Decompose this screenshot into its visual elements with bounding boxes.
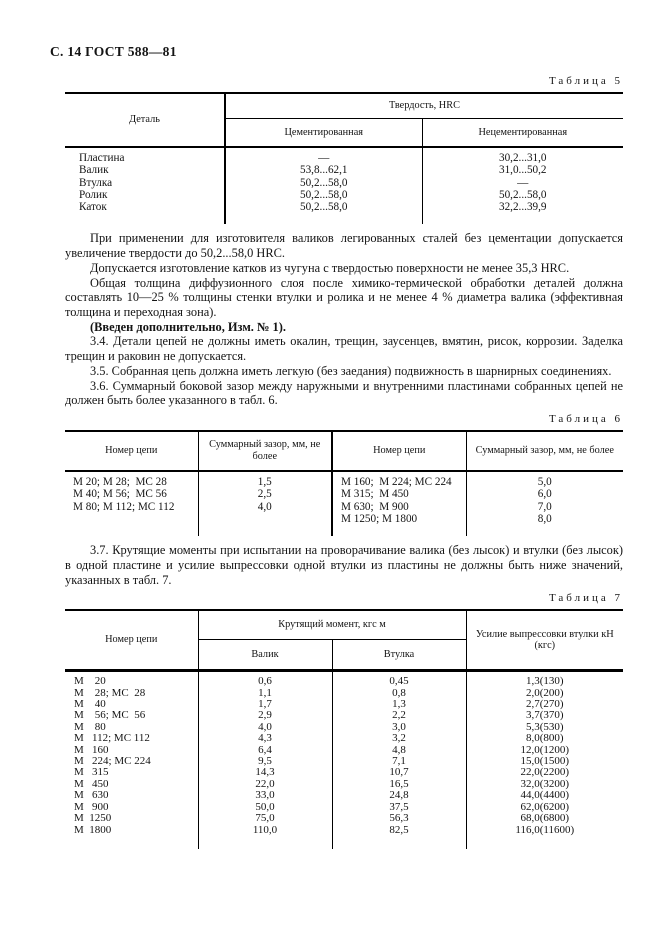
value-cell: 8,0(800) [466,733,623,744]
value-cell: 32,2...39,9 [422,201,623,224]
table-row [65,610,623,640]
value-cell: 7,0 [466,501,623,513]
chain-cell: М 630; М 900 [332,501,466,513]
table-row [65,790,623,801]
paragraph-3-7: 3.7. Крутящие моменты при испытании на проворачивание валика (без лысок) и втулки (без лысок) в одной пластине и усилие выпрессовки одной втулки из пластины не должны быть ниже значений, указанных в табл. 7. [65,543,623,587]
value-cell: 62,0(6200) [466,802,623,813]
value-cell: 2,7(270) [466,699,623,710]
table5-hardness [65,92,623,224]
chain-cell: М 80; М 112; МС 112 [73,500,175,513]
table-row [65,671,623,688]
table5-label: Таблица 5 [548,75,623,87]
chain-cell: М 20; М 28; МС 28 [73,475,167,488]
value-cell: 68,0(6800) [466,813,623,824]
chain-cell: М 112; МС 112 [74,733,150,745]
value-cell: 0,6 [198,671,332,688]
table-row [65,756,623,767]
chain-cell: М 1250; М 1800 [332,513,466,536]
value-cell: 50,2...58,0 [225,189,422,201]
table7-header-chain: Номер цепи [65,610,198,671]
page-content [65,75,623,849]
table7-header-roller: Валик [198,640,332,671]
chain-cell: М 40 [74,699,106,711]
table6-header-gap-right: Суммарный зазор, мм, не более [466,431,623,471]
value-cell: 1,7 [198,699,332,710]
value-cell: 3,0 [332,722,466,733]
value-cell: 5,0 [466,471,623,488]
table5-header-hardness: Твердость, HRC [225,93,623,119]
value-cell: 12,0(1200) [466,745,623,756]
table6-side-clearance [65,430,623,536]
paragraph-3-4: 3.4. Детали цепей не должны иметь окалин, трещин, заусенцев, вмятин, рисок, коррозии. Заделка трещин и раковин не допускается. [65,334,623,364]
table-row [65,177,623,189]
value-cell: 4,3 [198,733,332,744]
table-row [65,813,623,824]
table6-label: Таблица 6 [548,412,623,425]
table-row [65,431,623,471]
value-cell: 50,2...58,0 [422,189,623,201]
value-cell: 14,3 [198,767,332,778]
chain-cell: М 40; М 56; МС 56 [73,488,167,501]
table-row [65,501,623,513]
paragraph-3-6: 3.6. Суммарный боковой зазор между наружными и внутренними пластинами собранных цепей не должен быть более указанного в табл. 6. [65,378,623,408]
table-row [65,779,623,790]
value-cell: 3,7(370) [466,710,623,721]
value-cell: 116,0(11600) [466,825,623,849]
chain-cell: М 224; МС 224 [74,756,151,768]
empty-cell [65,513,198,536]
chain-cell: М 160; М 224; МС 224 [332,471,466,488]
value-cell: 3,2 [332,733,466,744]
chain-cell: М 315; М 450 [332,488,466,500]
table7-header-bush: Втулка [332,640,466,671]
paragraph-intro-2: Допускается изготовление катков из чугуна с твердостью поверхности не менее 35,3 HRC. [90,260,570,275]
table-row [65,471,623,488]
chain-cell: М 56; МС 56 [74,710,146,722]
value-cell: 2,9 [198,710,332,721]
value-cell: 1,3(130) [466,671,623,688]
table-row [65,745,623,756]
value-cell: 50,2...58,0 [225,201,422,224]
value-cell: 6,4 [198,745,332,756]
value-cell: 2,0(200) [466,688,623,699]
chain-cell: М 315 [74,767,109,779]
table-row [65,93,623,119]
value-cell: 30,2...31,0 [422,147,623,164]
table-row [65,710,623,721]
table7-label: Таблица 7 [548,592,623,605]
table-row [65,164,623,176]
table-row [65,488,623,500]
value-cell: 5,3(530) [466,722,623,733]
table-row [65,767,623,778]
table-row [65,802,623,813]
chain-cell: М 900 [74,801,109,813]
value-cell: 56,3 [332,813,466,824]
empty-cell [198,513,332,536]
table5-body [65,147,623,224]
table-row [65,688,623,699]
chain-cell: М 630 [74,790,109,802]
chain-cell: М 80 [74,721,106,733]
table5-header-uncemented: Нецементированная [422,119,623,148]
value-cell: 1,1 [198,688,332,699]
page-header: С. 14 ГОСТ 588—81 [50,44,177,59]
table-row [65,189,623,201]
value-cell: 2,5 [198,488,332,500]
paragraph-3-5: 3.5. Собранная цепь должна иметь легкую (без заедания) подвижность в шарнирных соединениях. [90,363,612,378]
value-cell: 8,0 [466,513,623,536]
paragraph-amendment: (Введен дополнительно, Изм. № 1). [90,319,286,334]
value-cell: 50,2...58,0 [225,177,422,189]
table-row [65,513,623,536]
table5-header [65,93,623,147]
table7-header-torque: Крутящий момент, кгс м [198,610,466,640]
table7-body [65,671,623,849]
value-cell: 110,0 [198,825,332,849]
table7-header [65,610,623,671]
value-cell: 24,8 [332,790,466,801]
value-cell: 9,5 [198,756,332,767]
value-cell: 33,0 [198,790,332,801]
value-cell: — [225,147,422,164]
paragraph-intro-3: Общая толщина диффузионного слоя после химико-термической обработки деталей должна составлять 10—25 % толщины стенки втулки и ролика и не менее 4 % диаметра валика (эффективная толщина и переходная зона). [65,275,623,319]
value-cell: 82,5 [332,825,466,849]
value-cell: 50,0 [198,802,332,813]
value-cell: 37,5 [332,802,466,813]
value-cell: 6,0 [466,488,623,500]
value-cell: 0,45 [332,671,466,688]
value-cell: 32,0(3200) [466,779,623,790]
value-cell: 0,8 [332,688,466,699]
value-cell: 75,0 [198,813,332,824]
body-text-37 [65,543,623,587]
chain-cell: М 450 [74,778,109,790]
value-cell: 7,1 [332,756,466,767]
chain-cell: М 1250 [74,813,112,825]
table6-body [65,471,623,536]
detail-cell: Валик [79,164,109,177]
table-row [65,722,623,733]
value-cell: 4,8 [332,745,466,756]
value-cell: 2,2 [332,710,466,721]
value-cell: 4,0 [198,722,332,733]
table-row [65,825,623,849]
chain-cell: М 160 [74,744,109,756]
table7-torque-force [65,609,623,849]
value-cell: — [422,177,623,189]
value-cell: 22,0 [198,779,332,790]
value-cell: 44,0(4400) [466,790,623,801]
table-row [65,201,623,224]
value-cell: 31,0...50,2 [422,164,623,176]
value-cell: 22,0(2200) [466,767,623,778]
value-cell: 10,7 [332,767,466,778]
table-row [65,699,623,710]
detail-cell: Каток [79,201,107,214]
value-cell: 1,5 [198,471,332,488]
value-cell: 53,8...62,1 [225,164,422,176]
table-row [65,733,623,744]
table7-header-force: Усилие выпрессовки втулки кН (кгс) [466,610,623,671]
table6-header-chain-left: Номер цепи [65,431,198,471]
chain-cell: М 28; МС 28 [74,687,146,699]
value-cell: 4,0 [198,501,332,513]
detail-cell: Ролик [79,188,108,201]
table5-header-detail: Деталь [65,93,225,147]
table6-header-gap-left: Суммарный зазор, мм, не более [198,431,332,471]
value-cell: 16,5 [332,779,466,790]
table6-header [65,431,623,471]
body-text [65,231,623,407]
value-cell: 1,3 [332,699,466,710]
value-cell: 15,0(1500) [466,756,623,767]
chain-cell: М 20 [74,675,106,688]
paragraph-intro-1: При применении для изготовителя валиков легированных сталей без цементации допускается увеличение твердости до 50,2...58,0 HRC. [65,231,623,261]
table6-header-chain-right: Номер цепи [332,431,466,471]
table-row [65,147,623,164]
chain-cell: М 1800 [74,824,112,836]
table5-header-cemented: Цементированная [225,119,422,148]
detail-cell: Пластина [79,152,125,164]
detail-cell: Втулка [79,176,113,189]
